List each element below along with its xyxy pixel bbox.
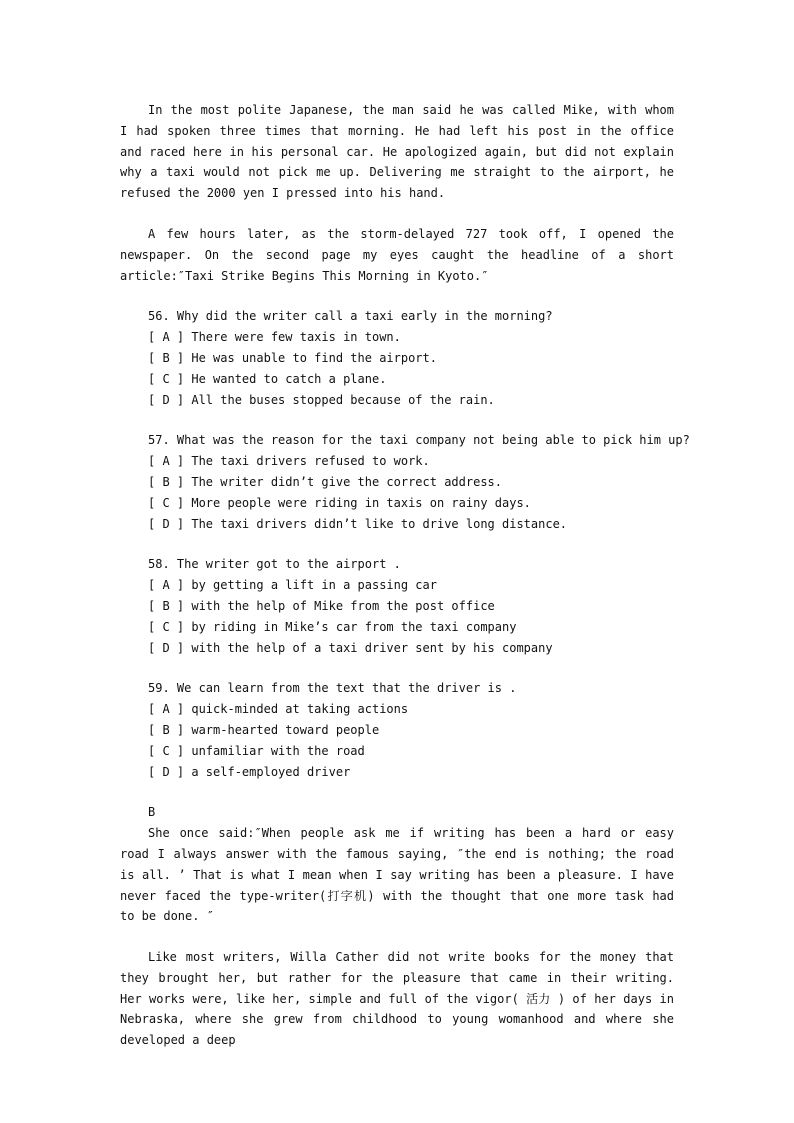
question-spacer bbox=[120, 534, 674, 554]
option-a: [ A ] There were few taxis in town. bbox=[148, 330, 401, 345]
question-stem: 56. Why did the writer call a taxi early in the morning? bbox=[148, 309, 553, 324]
option-c: [ C ] More people were riding in taxis on rainy days. bbox=[148, 495, 531, 510]
question-57 bbox=[120, 430, 690, 534]
paragraph-newspaper: A few hours later, as the storm-delayed 727 took off, I opened the newspaper. On the second page my eyes caught the headline of a short article:″Taxi Strike Begins This Morning in Kyoto.″ bbox=[120, 226, 674, 283]
option-d: [ D ] The taxi drivers didn’t like to drive long distance. bbox=[148, 516, 568, 531]
paragraph-willa-cather: Like most writers, Willa Cather did not write books for the money that they brought her, but rather for the pleasure that came in their writing. Her works were, like her, simple and full of the vigor( 活力 ) of her days in Nebraska, where she grew from childhood to young womanhood and where she developed a deep bbox=[120, 950, 674, 1048]
paragraph-spacer bbox=[120, 927, 674, 947]
option-b: [ B ] warm-hearted toward people bbox=[148, 722, 380, 737]
paragraph-mike: In the most polite Japanese, the man said he was called Mike, with whom I had spoken three times that morning. He had left his post in the office and raced here in his personal car. He apologized again, but did not explain why a taxi would not pick me up. Delivering me straight to the airport, he refused the 2000 yen I pressed into his hand. bbox=[120, 103, 674, 201]
question-stem: 57. What was the reason for the taxi company not being able to pick him up? bbox=[148, 433, 690, 448]
option-a: [ A ] The taxi drivers refused to work. bbox=[148, 454, 430, 469]
option-d: [ D ] a self-employed driver bbox=[148, 764, 351, 779]
option-a: [ A ] by getting a lift in a passing car bbox=[148, 578, 437, 593]
paragraph-spacer bbox=[120, 204, 674, 224]
question-59 bbox=[120, 678, 674, 782]
question-stem: 58. The writer got to the airport . bbox=[148, 557, 401, 572]
document-page bbox=[120, 100, 690, 1051]
question-stem: 59. We can learn from the text that the driver is . bbox=[148, 681, 517, 696]
paragraph-spacer bbox=[120, 286, 674, 306]
option-a: [ A ] quick-minded at taking actions bbox=[148, 702, 409, 717]
option-c: [ C ] He wanted to catch a plane. bbox=[148, 371, 387, 386]
option-d: [ D ] with the help of a taxi driver sent by his company bbox=[148, 640, 553, 655]
question-spacer bbox=[120, 658, 674, 678]
paragraph-writing-quote: She once said:″When people ask me if writing has been a hard or easy road I always answer with the famous saying, ″the end is nothing; the road is all. ’ That is what I mean when I say writing has been a pleasure. I have never faced the type-writer(打字机) with the thought that one more task had to be done. ″ bbox=[120, 826, 674, 924]
question-spacer bbox=[120, 410, 674, 430]
option-d: [ D ] All the buses stopped because of the rain. bbox=[148, 392, 495, 407]
option-b: [ B ] He was unable to find the airport. bbox=[148, 350, 437, 365]
option-b: [ B ] The writer didn’t give the correct address. bbox=[148, 474, 503, 489]
option-c: [ C ] by riding in Mike’s car from the taxi company bbox=[148, 619, 517, 634]
option-b: [ B ] with the help of Mike from the post office bbox=[148, 598, 495, 613]
section-b-heading: B bbox=[148, 805, 156, 820]
question-spacer bbox=[120, 782, 674, 802]
question-58 bbox=[120, 554, 674, 658]
option-c: [ C ] unfamiliar with the road bbox=[148, 743, 365, 758]
question-56 bbox=[120, 306, 674, 410]
